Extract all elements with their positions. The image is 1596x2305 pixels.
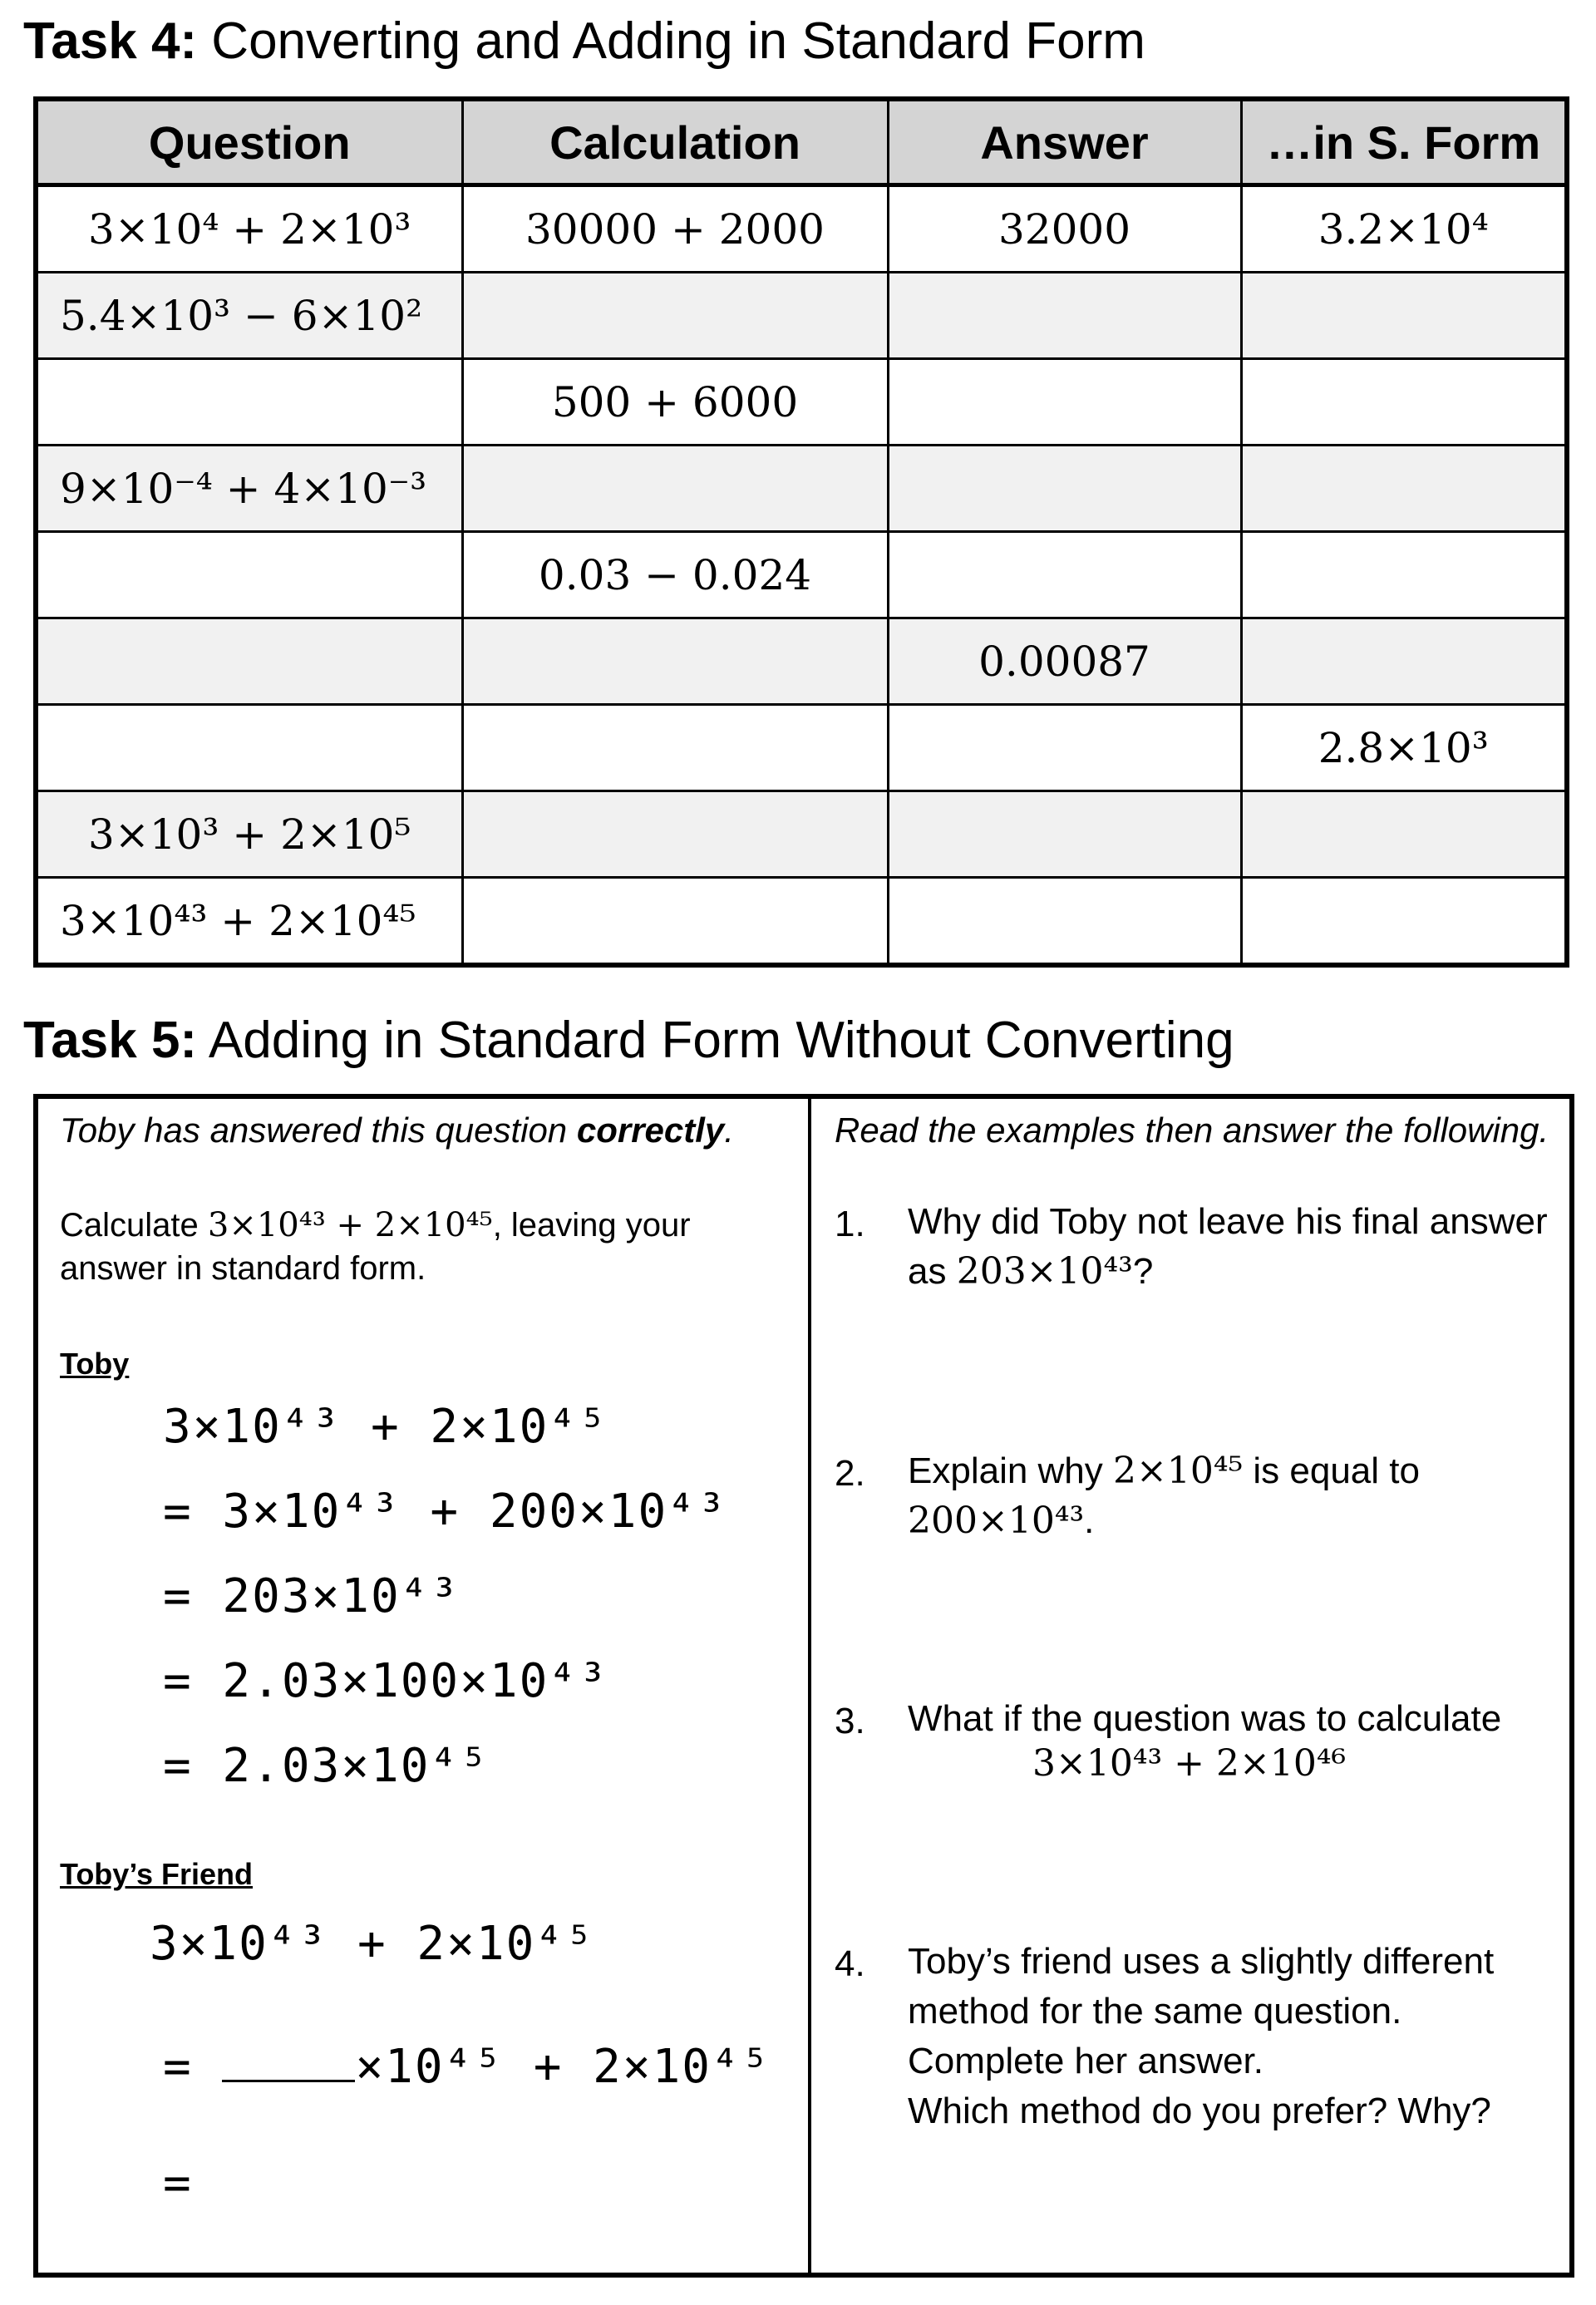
- toby-working-line: = 3×10⁴³ + 200×10⁴³: [163, 1485, 727, 1539]
- toby-working-line: = 2.03×100×10⁴³: [163, 1654, 608, 1708]
- question-4-line: Complete her answer.: [908, 2041, 1264, 2081]
- task5-title: [23, 1011, 1234, 1070]
- question-cell: 3×10³ + 2×10⁵: [36, 791, 462, 878]
- question-3: What if the question was to calculate: [908, 1698, 1502, 1739]
- standard-form-cell[interactable]: [1241, 532, 1567, 618]
- table-row: [36, 359, 1567, 446]
- toby-intro: [60, 1111, 734, 1150]
- question-cell[interactable]: [36, 705, 462, 791]
- calculation-cell: 0.03 − 0.024: [462, 532, 888, 618]
- toby-intro-end: .: [724, 1111, 734, 1150]
- column-header-answer: Answer: [888, 99, 1241, 185]
- table-row: [36, 185, 1567, 273]
- task4-title-number: Task 4:: [23, 12, 198, 70]
- question-cell: 3×10⁴ + 2×10³: [36, 185, 462, 273]
- friend-label: Toby’s Friend: [60, 1857, 254, 1891]
- friend-working-line: 3×10⁴³ + 2×10⁴⁵: [150, 1917, 595, 1971]
- toby-working-line: = 203×10⁴³: [163, 1569, 461, 1623]
- question-2-text: Explain why: [908, 1450, 1114, 1491]
- table-row: [36, 878, 1567, 966]
- answer-blank[interactable]: [222, 2046, 355, 2082]
- column-header-standard-form: …in S. Form: [1241, 99, 1567, 185]
- question-cell: 5.4×10³ − 6×10²: [36, 273, 462, 359]
- question-2-end: .: [1084, 1500, 1095, 1541]
- standard-form-cell[interactable]: [1241, 618, 1567, 705]
- answer-cell[interactable]: [888, 446, 1241, 532]
- question-cell: 3×10⁴³ + 2×10⁴⁵: [36, 878, 462, 966]
- question-3-expression: 3×10⁴³ + 2×10⁴⁶: [1032, 1742, 1347, 1785]
- question-1: [908, 1197, 1564, 1297]
- column-divider: [808, 1099, 811, 2273]
- calculation-cell[interactable]: [462, 618, 888, 705]
- answer-cell[interactable]: [888, 791, 1241, 878]
- friend-working-line: =: [163, 2156, 193, 2210]
- friend-working-rest: ×10⁴⁵ + 2×10⁴⁵: [355, 2040, 771, 2094]
- task4-table: [33, 96, 1569, 968]
- column-header-question: Question: [36, 99, 462, 185]
- question-4-line: method for the same question.: [908, 1991, 1402, 2032]
- table-row: [36, 705, 1567, 791]
- question-2-expression: 2×10⁴⁵: [1113, 1450, 1244, 1492]
- toby-intro-text: Toby has answered this question: [60, 1111, 577, 1150]
- calculate-prompt-text: Calculate: [60, 1207, 208, 1244]
- question-number: 1.: [835, 1204, 865, 1244]
- standard-form-cell: 3.2×10⁴: [1241, 185, 1567, 273]
- task4-title-text: Converting and Adding in Standard Form: [197, 12, 1145, 70]
- question-1-expression: 203×10⁴³: [956, 1250, 1133, 1293]
- table-row: [36, 273, 1567, 359]
- question-cell[interactable]: [36, 618, 462, 705]
- task4-title: [23, 12, 1145, 71]
- calculate-prompt: [60, 1204, 791, 1290]
- standard-form-cell[interactable]: [1241, 273, 1567, 359]
- answer-cell[interactable]: [888, 359, 1241, 446]
- answer-cell[interactable]: [888, 705, 1241, 791]
- toby-intro-emphasis: correctly: [576, 1111, 725, 1150]
- toby-label: Toby: [60, 1347, 130, 1381]
- question-cell: 9×10⁻⁴ + 4×10⁻³: [36, 446, 462, 532]
- calculate-prompt-rest: , leaving your answer in standard form.: [60, 1207, 691, 1287]
- calculation-cell[interactable]: [462, 273, 888, 359]
- question-4-line: Which method do you prefer? Why?: [908, 2091, 1491, 2131]
- question-2-mid: is equal to: [1243, 1450, 1420, 1491]
- answer-cell[interactable]: [888, 273, 1241, 359]
- standard-form-cell[interactable]: [1241, 878, 1567, 966]
- friend-equals: =: [163, 2040, 193, 2094]
- toby-working-line: 3×10⁴³ + 2×10⁴⁵: [163, 1400, 608, 1454]
- friend-working-line-blank: [163, 2040, 771, 2094]
- question-cell[interactable]: [36, 359, 462, 446]
- answer-cell[interactable]: [888, 878, 1241, 966]
- standard-form-cell[interactable]: [1241, 359, 1567, 446]
- question-number: 4.: [835, 1943, 865, 1984]
- table-row: [36, 618, 1567, 705]
- question-1-text: Why did Toby not leave his final answer as: [908, 1201, 1548, 1292]
- table-header-row: [36, 99, 1567, 185]
- question-2-expression: 200×10⁴³: [908, 1500, 1085, 1542]
- standard-form-cell: 2.8×10³: [1241, 705, 1567, 791]
- calculation-cell: 30000 + 2000: [462, 185, 888, 273]
- question-4: [908, 1937, 1573, 2136]
- task5-title-text: Adding in Standard Form Without Converting: [197, 1012, 1234, 1069]
- standard-form-cell[interactable]: [1241, 446, 1567, 532]
- calculation-cell[interactable]: [462, 791, 888, 878]
- calculation-cell[interactable]: [462, 446, 888, 532]
- task5-title-number: Task 5:: [23, 1012, 198, 1069]
- question-number: 3.: [835, 1701, 865, 1741]
- calculation-cell[interactable]: [462, 705, 888, 791]
- instructions: Read the examples then answer the following.: [835, 1111, 1549, 1150]
- table-row: [36, 446, 1567, 532]
- calculate-prompt-expression: 3×10⁴³ + 2×10⁴⁵: [207, 1206, 493, 1244]
- answer-cell[interactable]: [888, 532, 1241, 618]
- task5-panel: [33, 1094, 1574, 2278]
- answer-cell: 0.00087: [888, 618, 1241, 705]
- answer-cell: 32000: [888, 185, 1241, 273]
- column-header-calculation: Calculation: [462, 99, 888, 185]
- question-number: 2.: [835, 1453, 865, 1494]
- table-row: [36, 532, 1567, 618]
- calculation-cell[interactable]: [462, 878, 888, 966]
- question-cell[interactable]: [36, 532, 462, 618]
- question-4-line: Toby’s friend uses a slightly different: [908, 1941, 1495, 1982]
- calculation-cell: 500 + 6000: [462, 359, 888, 446]
- question-2: [908, 1446, 1564, 1546]
- table-row: [36, 791, 1567, 878]
- toby-working-line: = 2.03×10⁴⁵: [163, 1739, 490, 1793]
- standard-form-cell[interactable]: [1241, 791, 1567, 878]
- question-1-end: ?: [1132, 1251, 1154, 1292]
